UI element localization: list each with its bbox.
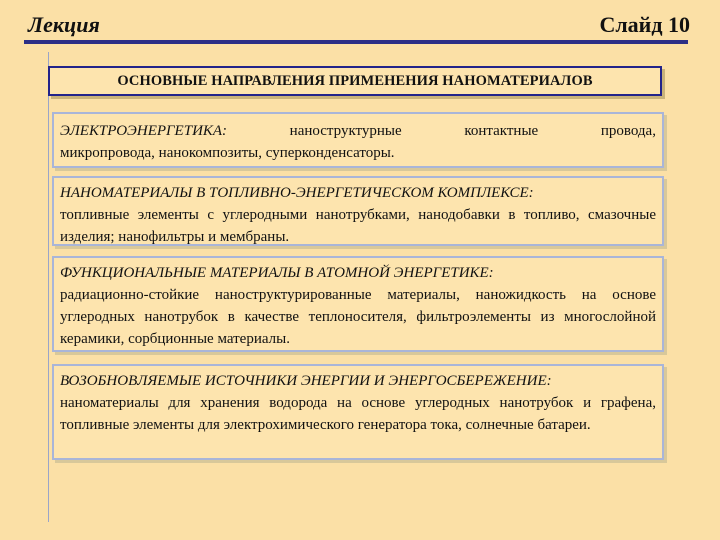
lecture-label: Лекция bbox=[28, 12, 100, 37]
header-rule bbox=[24, 40, 688, 44]
section-electropower bbox=[52, 112, 664, 168]
section-heading: ВОЗОБНОВЛЯЕМЫЕ ИСТОЧНИКИ ЭНЕРГИИ И ЭНЕРГОСБЕРЕЖЕНИЕ: bbox=[60, 373, 552, 389]
section-nuclear bbox=[52, 256, 664, 352]
section-word: контактные bbox=[464, 123, 539, 139]
section-word: провода, bbox=[600, 123, 656, 139]
left-guide-line bbox=[48, 52, 49, 522]
section-text: наноматериалы для хранения водорода на основе углеродных нанотрубок и графена, топливные элементы для электрохимического генератора тока, солнечные батареи. bbox=[60, 395, 656, 433]
slide-title: ОСНОВНЫЕ НАПРАВЛЕНИЯ ПРИМЕНЕНИЯ НАНОМАТЕРИАЛОВ bbox=[48, 66, 662, 96]
section-text: микропровода, нанокомпозиты, суперконденсаторы. bbox=[60, 145, 395, 161]
section-fuel-energy bbox=[52, 176, 664, 246]
section-text: топливные элементы с углеродными нанотрубками, нанодобавки в топливо, смазочные изделия; нанофильтры и мембраны. bbox=[60, 207, 656, 245]
section-first-line bbox=[60, 120, 656, 142]
section-text: радиационно-стойкие наноструктурированные материалы, наножидкость на основе углеродных нанотрубок в качестве теплоносителя, фильтроэлементы из многослойной керамики, сорбционные материалы. bbox=[60, 287, 656, 347]
section-heading: ФУНКЦИОНАЛЬНЫЕ МАТЕРИАЛЫ В АТОМНОЙ ЭНЕРГЕТИКЕ: bbox=[60, 265, 494, 281]
slide-number-label: Слайд 10 bbox=[599, 12, 690, 37]
section-heading: НАНОМАТЕРИАЛЫ В ТОПЛИВНО-ЭНЕРГЕТИЧЕСКОМ КОМПЛЕКСЕ: bbox=[60, 185, 534, 201]
section-renewable bbox=[52, 364, 664, 460]
section-heading: ЭЛЕКТРОЭНЕРГЕТИКА: bbox=[60, 123, 228, 139]
section-word: наноструктурные bbox=[289, 123, 402, 139]
